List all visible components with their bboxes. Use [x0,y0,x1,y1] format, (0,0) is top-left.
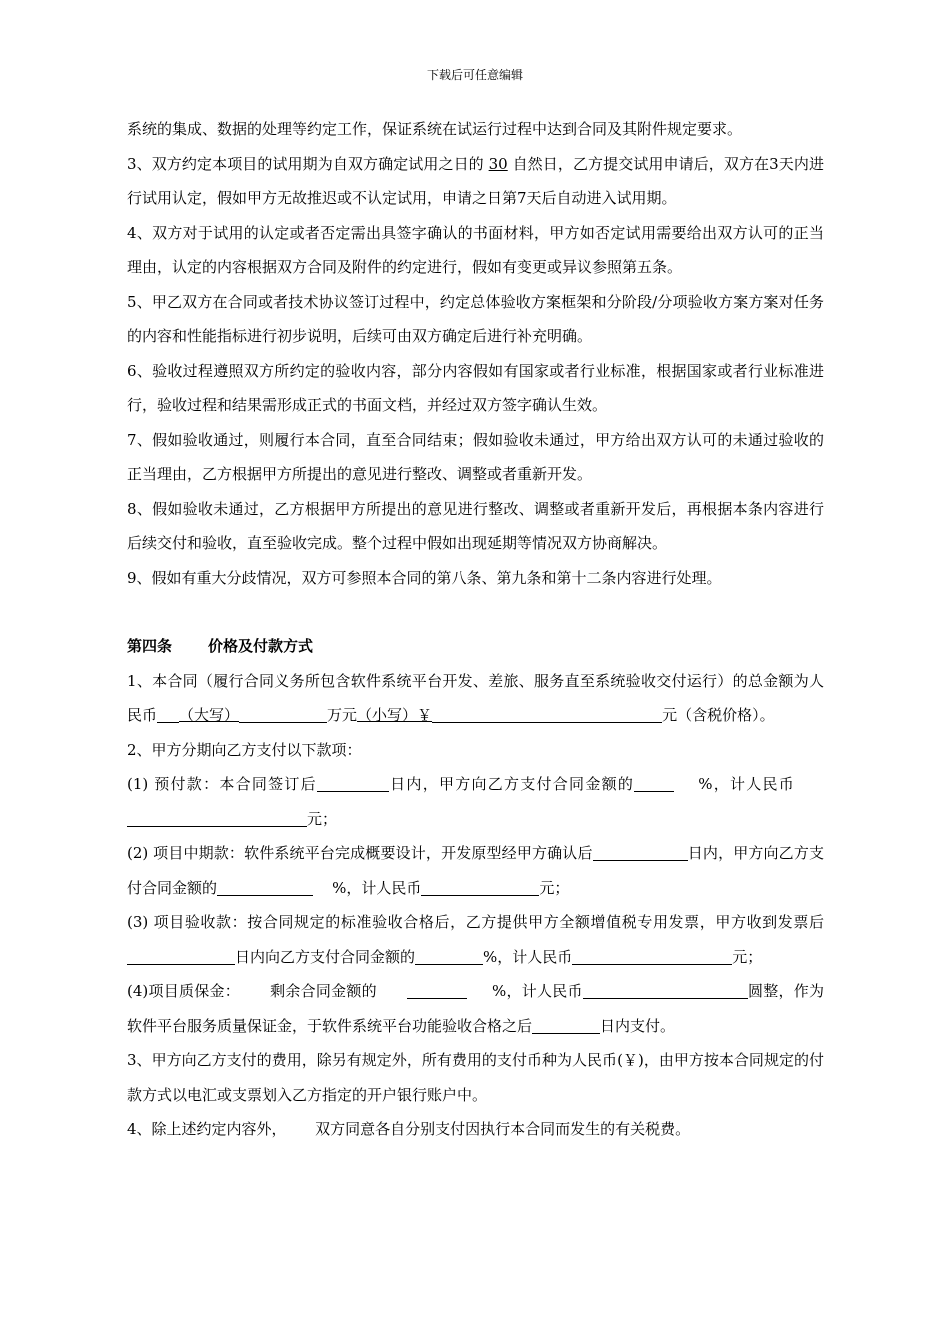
clause-5: 5、甲乙双方在合同或者技术协议签订过程中，约定总体验收方案框架和分阶段/分项验收方案方案对任务的内容和性能指标进行初步说明，后续可由双方确定后进行补充明确。 [127,292,824,345]
clause-3: 3、双方约定本项目的试用期为自双方确定试用之日的 30 自然日，乙方提交试用申请后，双方在3天内进行试用认定，假如甲方无故推迟或不认定试用，申请之日第7天后自动进入试用期。 [127,154,824,207]
payment-clause-1: 1、本合同（履行合同义务所包含软件系统平台开发、差旅、服务直至系统验收交付运行）的总金额为人民币 （大写） 万元（小写）￥ 元（含税价格）。 [127,671,824,724]
days-blank [532,1015,600,1034]
days-blank [127,946,235,965]
blank-field [157,704,179,723]
days-blank [317,773,389,792]
clause-9: 9、假如有重大分歧情况，双方可参照本合同的第八条、第九条和第十二条内容进行处理。 [127,568,722,587]
midterm-payment: (2) 项目中期款：软件系统平台完成概要设计，开发原型经甲方确认后 日内，甲方向乙方支付合同金额的 %，计人民币 元； [127,844,824,897]
amount-blank [421,877,539,896]
warranty-payment: (4)项目质保金： 剩余合同金额的 %，计人民币 圆整，作为软件平台服务质量保证金，于软件系统平台功能验收合格之后 日内支付。 [127,982,824,1035]
percent-blank [217,877,313,896]
percent-blank [415,946,483,965]
advance-payment: (1) 预付款：本合同签订后 日内，甲方向乙方支付合同金额的 %，计人民币 元； [127,775,796,828]
payment-clause-3: 3、甲方向乙方支付的费用，除另有规定外，所有费用的支付币种为人民币(￥)，由甲方按本合同规定的付款方式以电汇或支票划入乙方指定的开户银行账户中。 [127,1051,824,1104]
payment-clause-4: 4、除上述约定内容外， 双方同意各自分别支付因执行本合同而发生的有关税费。 [127,1120,691,1138]
clause-8: 8、假如验收未通过，乙方根据甲方所提出的意见进行整改、调整或者重新开发后，再根据本条内容进行后续交付和验收，直至验收完成。整个过程中假如出现延期等情况双方协商解决。 [127,499,824,552]
article-number: 第四条 [127,637,173,655]
percent-blank [634,773,674,792]
amount-blank [583,980,748,999]
percent-blank [407,980,467,999]
amount-figures-blank [432,704,662,723]
clause-6: 6、验收过程遵照双方所约定的验收内容，部分内容假如有国家或者行业标准，根据国家或者行业标准进行，验收过程和结果需形成正式的书面文档，并经过双方签字确认生效。 [127,361,824,414]
article-4-heading [127,629,824,664]
amount-blank [572,946,732,965]
acceptance-payment: (3) 项目验收款：按合同规定的标准验收合格后，乙方提供甲方全额增值税专用发票，甲方收到发票后日内向乙方支付合同金额的 %，计人民币 元； [127,913,824,966]
amount-blank [127,808,307,827]
amount-words-blank [239,704,327,723]
clause-7: 7、假如验收通过，则履行本合同，直至合同结束；假如验收未通过，甲方给出双方认可的未通过验收的正当理由，乙方根据甲方所提出的意见进行整改、调整或者重新开发。 [127,430,824,483]
article-title: 价格及付款方式 [208,637,314,655]
paragraph-continuation: 系统的集成、数据的处理等约定工作，保证系统在试运行过程中达到合同及其附件规定要求。 [127,120,743,138]
days-blank [593,842,688,861]
payment-clause-2: 2、甲方分期向乙方支付以下款项： [127,740,362,759]
document-body [127,112,824,1147]
clause-4: 4、双方对于试用的认定或者否定需出具签字确认的书面材料，甲方如否定试用需要给出双方认可的正当理由，认定的内容根据双方合同及附件的约定进行，假如有变更或异议参照第五条。 [127,223,824,276]
page-header: 下载后可任意编辑 [426,68,523,82]
trial-days-value: 30 [488,154,508,173]
